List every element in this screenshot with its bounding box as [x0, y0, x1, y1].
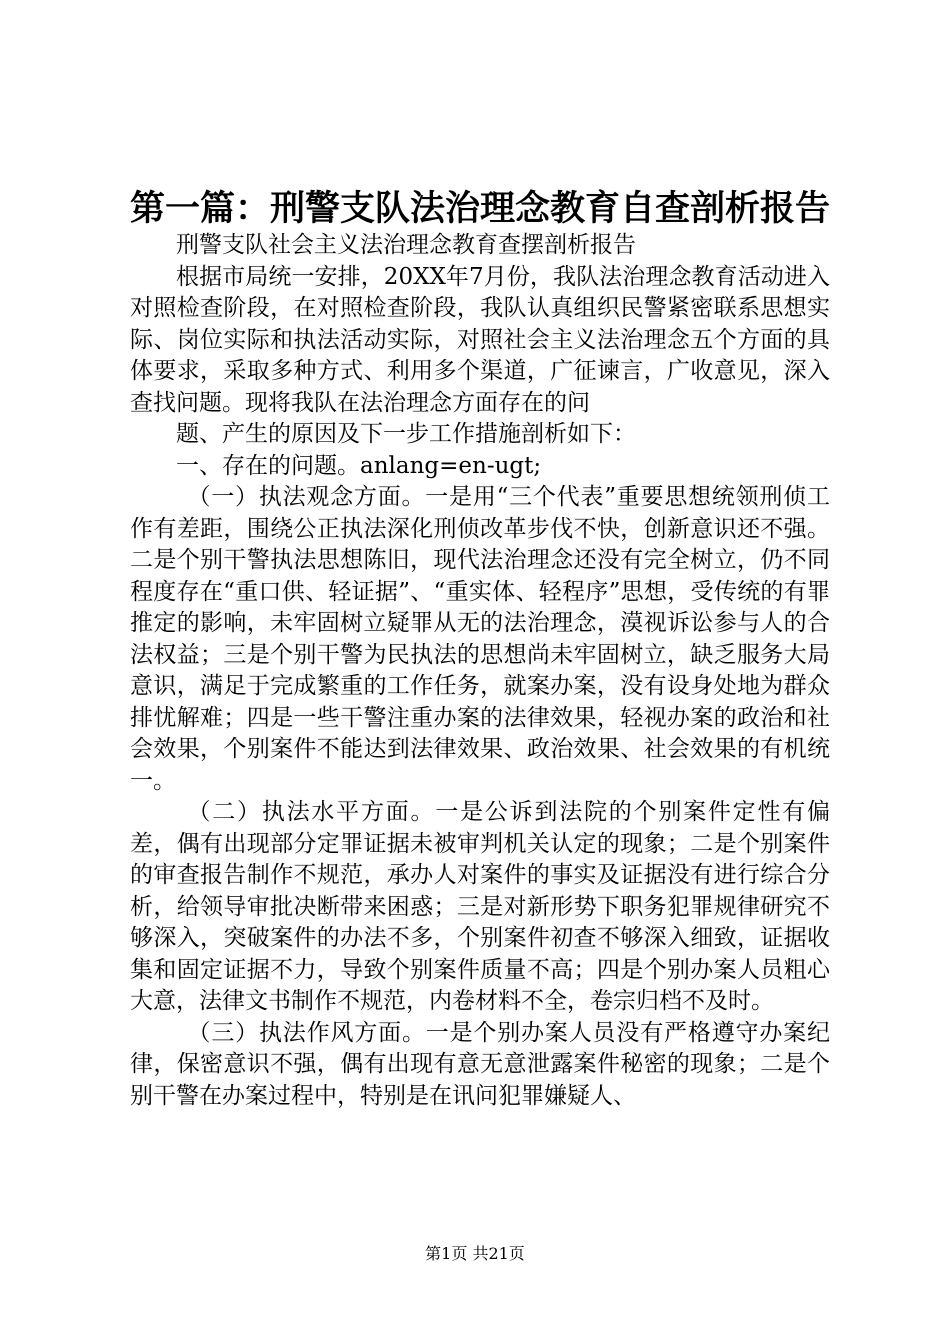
intro-paragraph: 根据市局统一安排，20XX年7月份，我队法治理念教育活动进入对照检查阶段，在对照检查阶段，我队认真组织民警紧密联系思想实际、岗位实际和执法活动实际，对照社会主义法治理念五个方面的具体要求，采取多种方式、利用多个渠道，广征谏言，广收意见，深入查找问题。现将我队在法治理念方面存在的问: [130, 263, 830, 416]
subtitle-paragraph: 刑警支队社会主义法治理念教育查摆剖析报告: [176, 232, 636, 258]
document-title: 第一篇：刑警支队法治理念教育自查剖析报告: [130, 188, 831, 229]
section-heading: 一、存在的问题。anlang=en-ugt;: [176, 452, 542, 479]
document-body: [130, 230, 830, 1112]
intro-continuation-paragraph: 题、产生的原因及下一步工作措施剖析如下：: [176, 421, 636, 447]
paragraph-enforcement-level: （二）执法水平方面。一是公诉到法院的个别案件定性有偏差，偶有出现部分定罪证据未被审判机关认定的现象；二是个别案件的审查报告制作不规范，承办人对案件的事实及证据没有进行综合分析，给领导审批决断带来困惑；三是对新形势下职务犯罪规律研究不够深入，突破案件的办法不多，个别案件初查不够深入细致，证据收集和固定证据不力，导致个别案件质量不高；四是个别办案人员粗心大意，法律文书制作不规范，内卷材料不全，卷宗归档不及时。: [130, 799, 830, 1014]
paragraph-enforcement-style: （三）执法作风方面。一是个别办案人员没有严格遵守办案纪律，保密意识不强，偶有出现有意无意泄露案件秘密的现象；二是个别干警在办案过程中，特别是在讯问犯罪嫌疑人、: [130, 1019, 830, 1109]
paragraph-enforcement-concept: （一）执法观念方面。一是用“三个代表”重要思想统领刑侦工作有差距，围绕公正执法深化刑侦改革步伐不快，创新意识还不强。二是个别干警执法思想陈旧，现代法治理念还没有完全树立，仍不同程度存在“重口供、轻证据”、“重实体、轻程序”思想，受传统的有罪推定的影响，未牢固树立疑罪从无的法治理念，漠视诉讼参与人的合法权益；三是个别干警为民执法的思想尚未牢固树立，缺乏服务大局意识，满足于完成繁重的工作任务，就案办案，没有设身处地为群众排忧解难；四是一些干警注重办案的法律效果，轻视办案的政治和社会效果，个别案件不能达到法律效果、政治效果、社会效果的有机统一。: [130, 484, 830, 794]
page-number-footer: 第1页 共21页: [425, 1244, 525, 1263]
